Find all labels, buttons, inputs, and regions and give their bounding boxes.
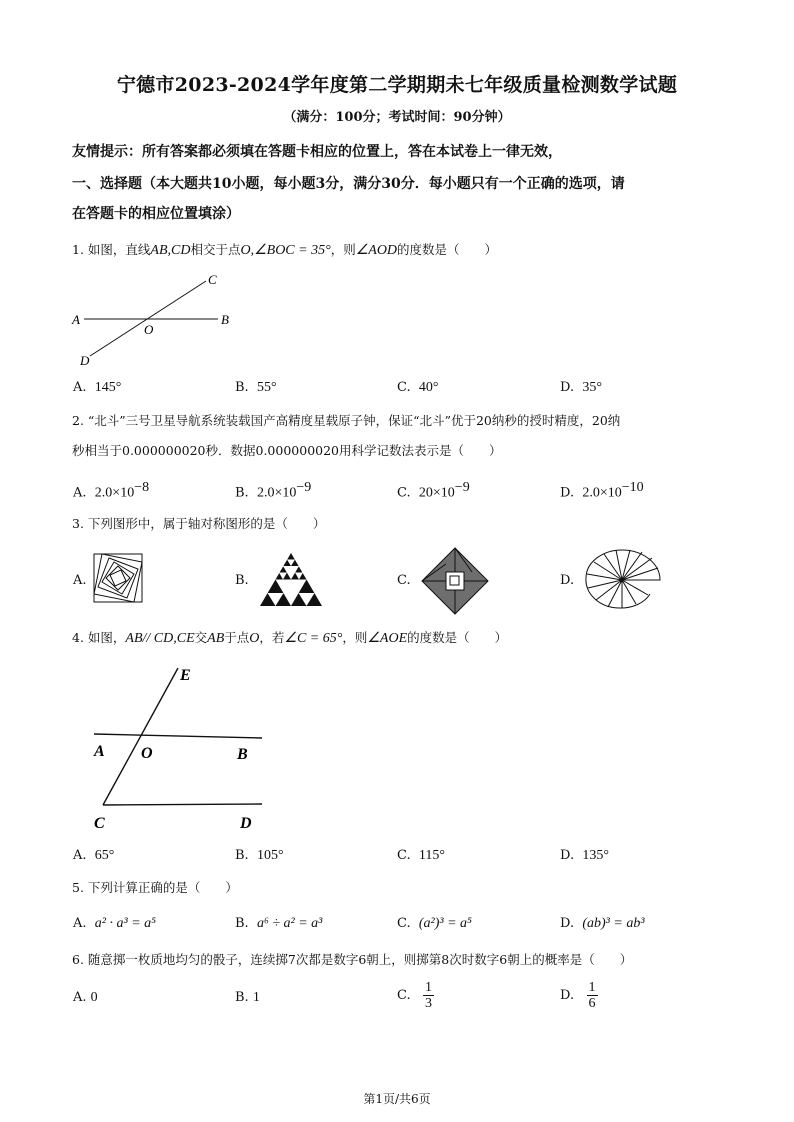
q1-option-a[interactable]: A. 145° [73, 380, 122, 395]
question-3: 3. 下列图形中，属于轴对称图形的是（ ） [72, 516, 326, 531]
section-heading-line1: 一、选择题（本大题共10小题，每小题3分，满分30分．每小题只有一个正确的选项，请 [72, 176, 625, 192]
label-c: C [208, 272, 217, 287]
q3-option-d[interactable]: D. [560, 573, 575, 588]
q6-option-c[interactable]: C. $\frac{1}{3}$ [397, 980, 433, 1011]
q1-option-d[interactable]: D. 35° [560, 380, 602, 395]
label-d: D [240, 815, 252, 832]
q1-option-c[interactable]: C. 40° [397, 380, 439, 395]
q4-option-c[interactable]: C. 115° [397, 848, 445, 863]
q4-option-a[interactable]: A. 65° [73, 848, 115, 863]
label-a: A [94, 743, 105, 760]
q3-figure-c-pinwheel-square [420, 546, 490, 616]
q4-option-b[interactable]: B. 105° [235, 848, 284, 863]
exam-info: （满分：100分；考试时间：90分钟） [283, 110, 511, 125]
q4-figure [84, 664, 274, 836]
label-c: C [94, 815, 105, 832]
fraction: $\frac{1}{3}$ [425, 980, 433, 1011]
label-b: B [237, 746, 248, 763]
notice: 友情提示：所有答案都必须填在答题卡相应的位置上，答在本试卷上一律无效， [72, 144, 562, 160]
q6-option-d[interactable]: D. $\frac{1}{6}$ [560, 980, 596, 1011]
q5-option-a[interactable]: A. a² · a³ = a⁵ [73, 916, 157, 931]
question-4: 4. 如图，AB// CD,CE交AB于点O，若∠C = 65°，则∠AOE的度数是（ ） [72, 630, 508, 646]
line-cd [103, 804, 262, 805]
label-o: O [141, 745, 153, 762]
fraction: $\frac{1}{6}$ [588, 980, 596, 1011]
q3-figure-a-nested-squares [92, 552, 144, 604]
question-2-line1: 2. “北斗”三号卫星导航系统装载国产高精度星载原子钟，保证“北斗”优于20纳秒的授时精度，20纳 [72, 413, 621, 428]
question-6: 6. 随意掷一枚质地均匀的骰子，连续掷7次都是数字6朝上，则掷第8次时数字6朝上的概率是（ ） [72, 952, 633, 967]
q4-option-d[interactable]: D. 135° [560, 848, 609, 863]
q3-option-a[interactable]: A. [73, 573, 87, 588]
page-number: 第1页/共6页 [363, 1092, 431, 1106]
q2-option-c[interactable]: C. $20\times 10^{-9}$ [397, 480, 470, 501]
q1-figure [66, 268, 246, 373]
q2-option-a[interactable]: A. $2.0\times 10^{-8}$ [73, 480, 150, 501]
q5-option-c[interactable]: C. (a²)³ = a⁵ [397, 916, 472, 931]
q3-option-b[interactable]: B. [235, 573, 249, 588]
q3-figure-b-sierpinski [258, 550, 324, 608]
q1-option-b[interactable]: B. 55° [235, 380, 277, 395]
q6-option-a[interactable]: A. 0 [73, 990, 98, 1005]
q5-option-d[interactable]: D. (ab)³ = ab³ [560, 916, 645, 931]
q3-option-c[interactable]: C. [397, 573, 411, 588]
page-title: 宁德市2023-2024学年度第二学期期未七年级质量检测数学试题 [116, 74, 678, 96]
question-2-line2: 秒相当于0.000000020秒．数据0.000000020用科学记数法表示是（ ） [72, 443, 502, 458]
label-a: A [72, 312, 80, 327]
q6-option-b[interactable]: B. 1 [235, 990, 260, 1005]
line-ab [94, 734, 262, 738]
question-5: 5. 下列计算正确的是（ ） [72, 880, 238, 895]
q2-option-b[interactable]: B. $2.0\times 10^{-9}$ [235, 480, 312, 501]
section-heading-line2: 在答题卡的相应位置填涂） [72, 206, 240, 222]
line-ce [103, 668, 178, 805]
label-b: B [221, 312, 229, 327]
label-d: D [80, 353, 90, 368]
question-1: 1. 如图，直线AB,CD相交于点O,∠BOC = 35°，则∠AOD的度数是（ ） [72, 242, 498, 258]
q3-figure-d-spiral-fan [582, 548, 662, 612]
q2-option-d[interactable]: D. $2.0\times 10^{-10}$ [560, 480, 644, 501]
q5-option-b[interactable]: B. a⁶ ÷ a² = a³ [235, 916, 323, 931]
label-e: E [180, 667, 191, 684]
label-o: O [144, 322, 154, 337]
